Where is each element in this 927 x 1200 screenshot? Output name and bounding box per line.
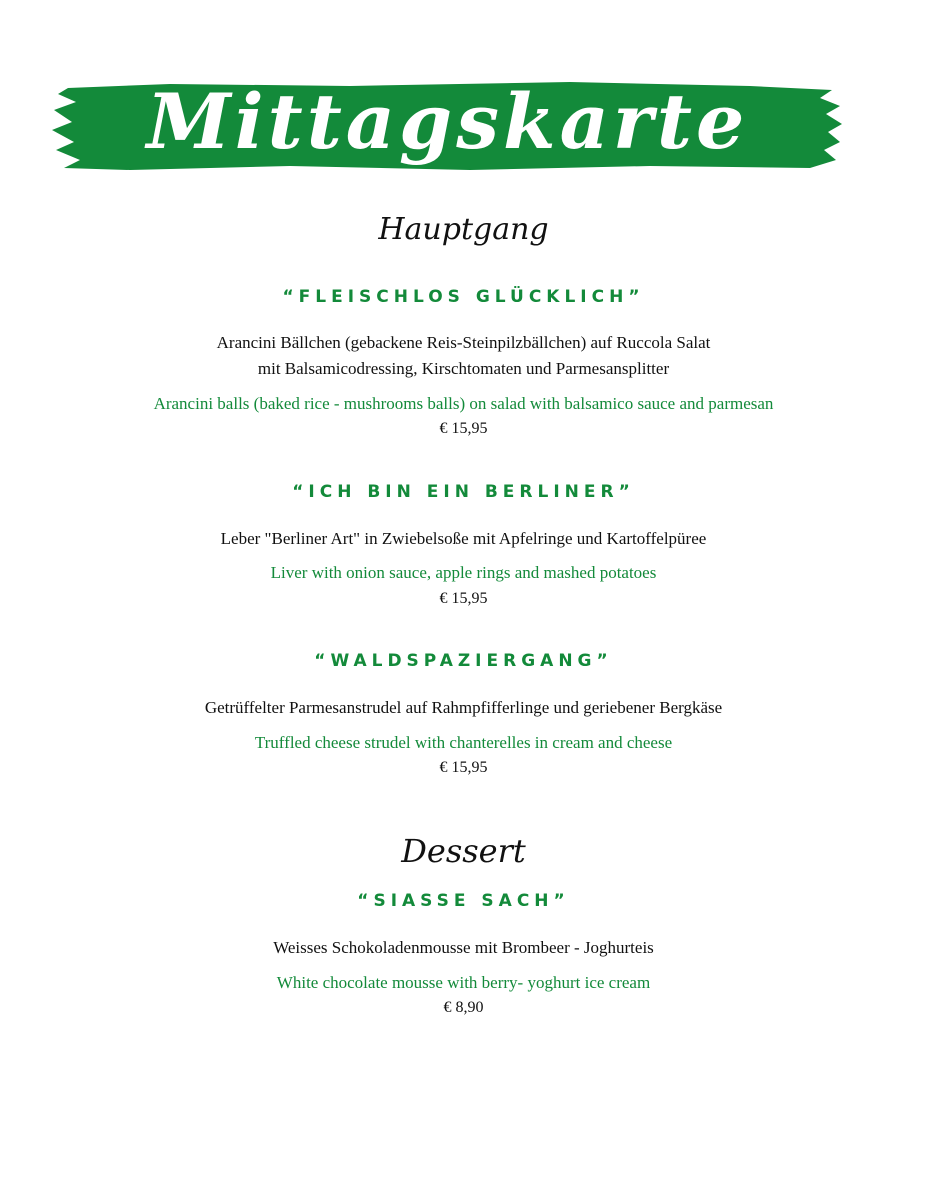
dish-description-line: Leber "Berliner Art" in Zwiebelsoße mit Apfelringe und Kartoffelpüree xyxy=(220,529,707,548)
dish-price: € 8,90 xyxy=(443,999,484,1016)
section-heading-dessert: Dessert xyxy=(401,832,526,870)
dish-title: “WALDSPAZIERGANG” xyxy=(314,651,613,671)
dish-price: € 15,95 xyxy=(439,590,488,607)
dish-description-de xyxy=(0,695,927,721)
dish-description-en: Liver with onion sauce, apple rings and mashed potatoes xyxy=(270,563,657,582)
dish-description-line: Getrüffelter Parmesanstrudel auf Rahmpfifferlinge und geriebener Bergkäse xyxy=(204,698,723,717)
dish-description-line: Weisses Schokoladenmousse mit Brombeer - Joghurteis xyxy=(273,938,654,957)
dish-title: “FLEISCHLOS GLÜCKLICH” xyxy=(282,287,645,307)
dish-description-de xyxy=(0,935,927,961)
dish-price: € 15,95 xyxy=(439,759,488,776)
dish-description-de xyxy=(0,330,927,382)
title-banner xyxy=(50,77,845,172)
dish-title: “ICH BIN EIN BERLINER” xyxy=(292,482,635,502)
dish-price: € 15,95 xyxy=(439,420,488,437)
dish-title: “SIASSE SACH” xyxy=(357,891,570,911)
dish-description-de xyxy=(0,526,927,552)
dish-description-en: Truffled cheese strudel with chanterelles in cream and cheese xyxy=(254,733,673,752)
dish-description-line: Arancini Bällchen (gebackene Reis-Steinpilzbällchen) auf Ruccola Salat xyxy=(216,333,711,352)
dish-description-en: Arancini balls (baked rice - mushrooms balls) on salad with balsamico sauce and parmesan xyxy=(153,394,774,413)
menu-title: Mittagskarte xyxy=(146,77,749,166)
dish-description-line: mit Balsamicodressing, Kirschtomaten und Parmesansplitter xyxy=(257,359,670,378)
section-heading-hauptgang: Hauptgang xyxy=(378,212,549,247)
dish-description-en: White chocolate mousse with berry- yoghurt ice cream xyxy=(276,973,651,992)
